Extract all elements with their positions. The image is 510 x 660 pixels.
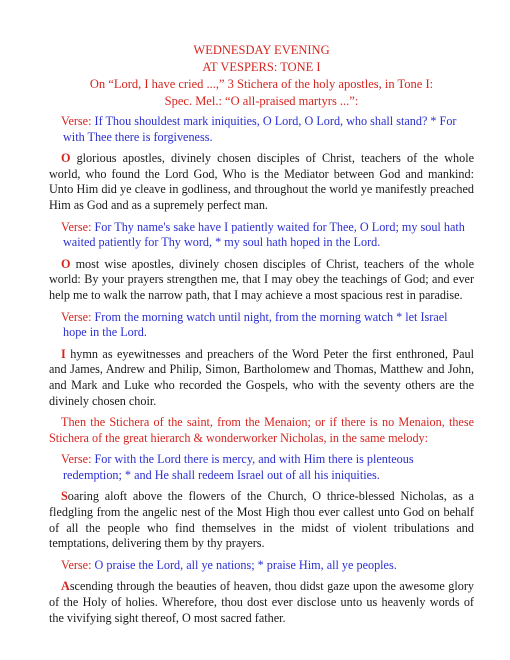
sticheron-paragraph	[49, 579, 474, 626]
verse-text: For Thy name's sake have I patiently waited for Thee, O Lord; my soul hath waited patiently for Thy word, * my soul hath hoped in the Lord.	[63, 219, 465, 250]
sticheron-text: scending through the beauties of heaven, thou didst gaze upon the awesome glory of the Holy of holies. Wherefore, thou dost ever disclose unto us heavenly words of the vivifying sight thereof, O most sacred father.	[49, 579, 474, 625]
sticheron-text: glorious apostles, divinely chosen disciples of Christ, teachers of the whole world, who found the Lord God, Who is the Mediator between God and mankind: Unto Him did ye cleave in godliness, and throughout the world ye manifestly preached Him as God and as a supremely perfect man.	[49, 151, 474, 212]
sticheron-paragraph	[49, 347, 474, 409]
verse-text: If Thou shouldest mark iniquities, O Lord, O Lord, who shall stand? * For with Thee there is forgiveness.	[63, 114, 457, 144]
service-title: WEDNESDAY EVENING	[193, 43, 330, 57]
initial-letter: I	[61, 346, 66, 361]
verse-label: Verse:	[61, 557, 95, 572]
sticheron-text: oaring aloft above the flowers of the Church, O thrice-blessed Nicholas, as a fledgling from the angelic nest of the Most High thou ever callest unto God on behalf of all the people who find themselves in the midst of violent tribulations and temptations, delivering them by thy prayers.	[49, 489, 474, 551]
verse-line	[49, 558, 474, 574]
verse-label: Verse:	[61, 219, 95, 234]
initial-letter: O	[61, 151, 71, 166]
verse-text: For with the Lord there is mercy, and with Him there is plenteous redemption; * and He shall redeem Israel out of all his iniquities.	[63, 452, 414, 482]
sticheron-paragraph	[49, 151, 474, 213]
sticheron-paragraph	[49, 489, 474, 551]
verse-label: Verse:	[61, 309, 95, 324]
verse-line	[49, 114, 474, 145]
initial-letter: S	[61, 489, 68, 504]
verse-line	[49, 220, 474, 251]
verse-text: O praise the Lord, all ye nations; * praise Him, all ye peoples.	[94, 557, 397, 572]
verse-label: Verse:	[61, 452, 95, 467]
sticheron-text: hymn as eyewitnesses and preachers of the Word Peter the first enthroned, Paul and James, Andrew and Philip, Simon, Bartholomew and Thomas, Matthew and John, and Mark and Luke who recorded the Gospels, who with the seventy others are the divinely chosen choir.	[49, 346, 474, 408]
sticheron-paragraph	[49, 257, 474, 304]
verse-label: Verse:	[61, 114, 95, 128]
verse-line	[49, 310, 474, 341]
special-melody: Spec. Mel.: “O all-praised martyrs ...”:	[164, 94, 359, 108]
service-subtitle: AT VESPERS: TONE I	[202, 60, 321, 74]
sticheron-text: most wise apostles, divinely chosen disciples of Christ, teachers of the whole world: By your prayers strengthen me, that I may obey the teachings of God; and ever help me to walk the narrow path, that I may achieve a most spacious rest in paradise.	[49, 256, 474, 302]
verse-text: From the morning watch until night, from the morning watch * let Israel hope in the Lord.	[63, 309, 448, 340]
initial-letter: O	[61, 256, 71, 271]
hymn-text-body	[49, 114, 474, 626]
rubric-intro: On “Lord, I have cried ...,” 3 Stichera of the holy apostles, in Tone I:	[89, 77, 434, 91]
rubric-paragraph: Then the Stichera of the saint, from the Menaion; or if there is no Menaion, these Stichera of the great hierarch & wonderworker Nicholas, in the same melody:	[49, 415, 474, 445]
initial-letter: A	[61, 579, 70, 594]
verse-line	[49, 452, 474, 483]
